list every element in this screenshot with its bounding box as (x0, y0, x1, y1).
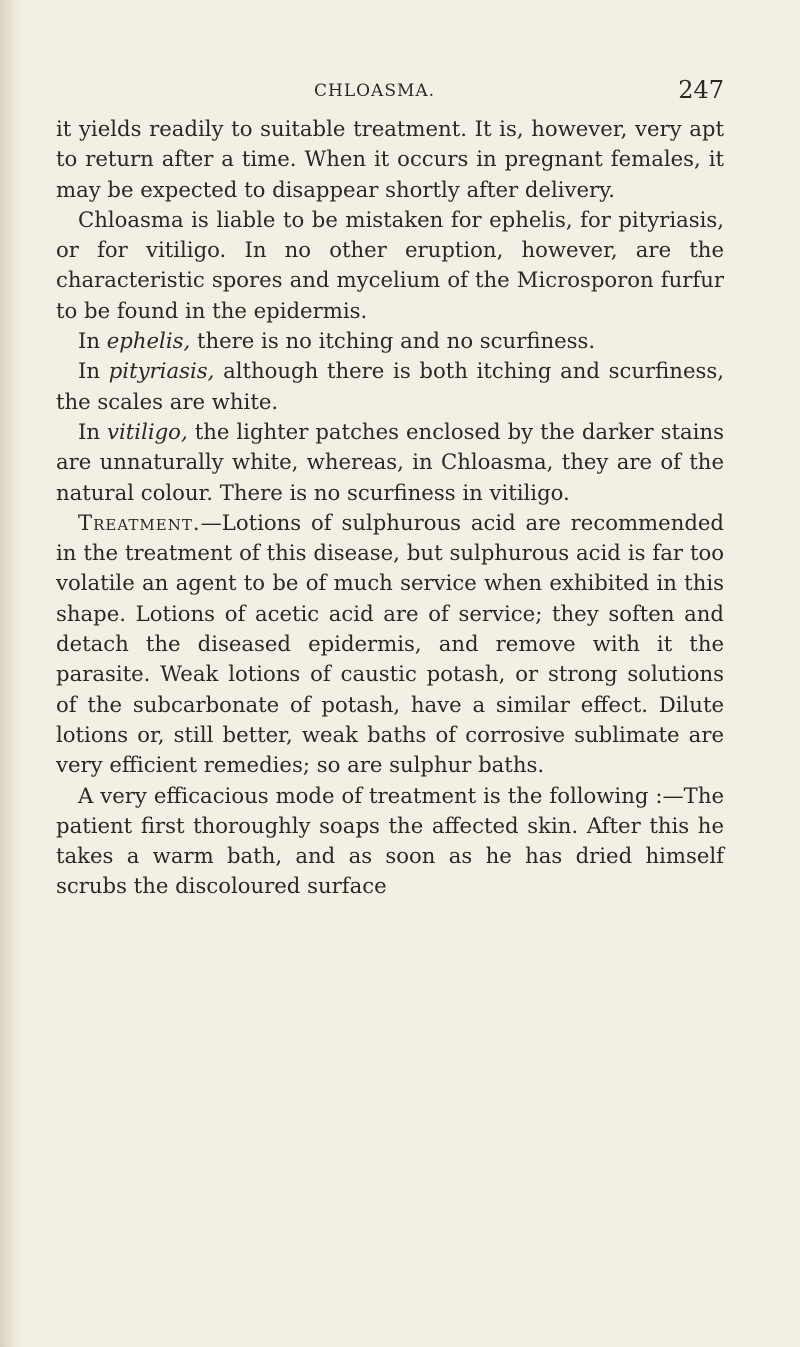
paragraph-4-term: pityriasis, (108, 358, 215, 384)
paragraph-4-rest: although there is both itching and scurfiness, the scales are white. (56, 358, 724, 414)
paragraph-5-lead: In (78, 418, 108, 444)
paragraph-3-lead: In (78, 328, 107, 354)
treatment-heading: Treatment. (78, 509, 201, 535)
book-page (56, 76, 724, 902)
page-header (56, 76, 724, 110)
body-text (56, 114, 724, 902)
page-gutter-shadow (0, 0, 22, 1347)
page-number: 247 (678, 76, 724, 104)
paragraph-1 (56, 114, 724, 205)
paragraph-5 (56, 417, 724, 508)
paragraph-7-text: A very efficacious mode of treatment is the following :—The patient first thoroughly soaps the affected skin. After this he takes a warm bath, and as soon as he has dried himself scrubs the discoloured surface (56, 782, 724, 899)
paragraph-1-text: it yields readily to suitable treatment. It is, however, very apt to return after a time. When it occurs in pregnant females, it may be expected to disappear shortly after delivery. (56, 116, 724, 202)
paragraph-4-lead: In (78, 358, 109, 384)
paragraph-3-term: ephelis, (106, 328, 191, 354)
paragraph-7 (56, 781, 724, 902)
paragraph-2-text: Chloasma is liable to be mistaken for ephelis, for pityriasis, or for vitiligo. In no other eruption, however, are the characteristic spores and mycelium of the Microsporon furfur to be found in the epidermis. (56, 206, 724, 323)
paragraph-3-rest: there is no itching and no scurfiness. (190, 328, 596, 354)
paragraph-2 (56, 205, 724, 326)
running-head: CHLOASMA. (314, 81, 436, 101)
paragraph-6 (56, 508, 724, 781)
paragraph-3 (56, 326, 724, 356)
paragraph-5-rest: the lighter patches enclosed by the darker stains are unnaturally white, whereas, in Chloasma, they are of the natural colour. There is no scurfiness in vitiligo. (56, 418, 724, 505)
paragraph-6-rest: —Lotions of sulphurous acid are recommended in the treatment of this disease, but sulphurous acid is far too volatile an agent to be of much service when exhibited in this shape. Lotions of acetic acid are of service; they soften and detach the diseased epidermis, and remove with it the parasite. Weak lotions of caustic potash, or strong solutions of the subcarbonate of potash, have a similar effect. Dilute lotions or, still better, weak baths of corrosive sublimate are very efficient remedies; so are sulphur baths. (56, 509, 724, 778)
paragraph-4 (56, 356, 724, 417)
paragraph-5-term: vitiligo, (107, 418, 188, 444)
